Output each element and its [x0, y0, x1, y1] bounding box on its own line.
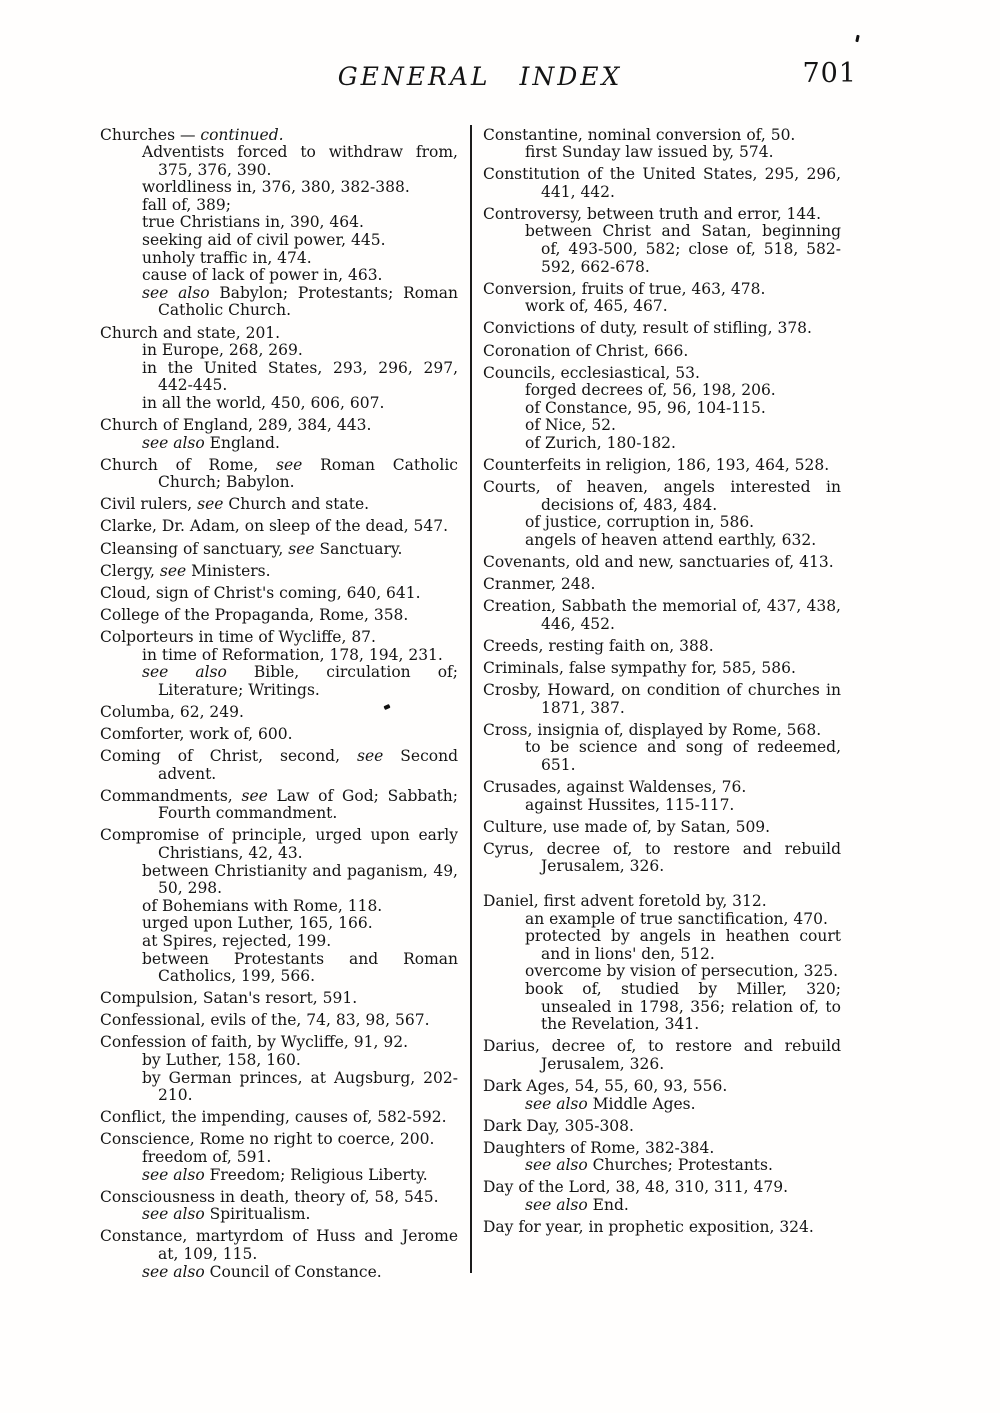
text-run: Councils, ecclesiastical, 53. [483, 363, 700, 382]
index-entry [483, 779, 841, 797]
text-run: Comforter, work of, 600. [100, 724, 293, 743]
text-run: Middle Ages. [587, 1094, 696, 1113]
index-subentry [100, 395, 458, 413]
italic-text: see also [142, 663, 227, 682]
index-entry [483, 1140, 841, 1158]
italic-text: see also [142, 1165, 205, 1184]
text-run: Cyrus, decree of, to restore and rebuild Jerusalem, 326. [483, 839, 841, 876]
text-run: Columba, 62, 249. [100, 702, 244, 721]
text-run: Cross, insignia of, displayed by Rome, 568. [483, 720, 822, 739]
text-run: Spiritualism. [204, 1205, 311, 1224]
index-subentry [100, 267, 458, 285]
index-entry [483, 320, 841, 338]
index-subentry [483, 435, 841, 453]
index-entry [483, 1179, 841, 1197]
page-number: 701 [802, 58, 857, 89]
index-entry [483, 841, 841, 876]
text-run: Consciousness in death, theory of, 58, 545. [100, 1187, 439, 1206]
index-subentry [483, 223, 841, 276]
index-entry [100, 417, 458, 435]
index-entry [483, 819, 841, 837]
text-run: Creeds, resting faith on, 388. [483, 636, 714, 655]
index-entry [483, 206, 841, 224]
text-run: seeking aid of civil power, 445. [142, 231, 386, 250]
text-run: urged upon Luther, 165, 166. [142, 914, 373, 933]
text-run: by German princes, at Augsburg, 202-210. [142, 1068, 458, 1105]
index-entry [483, 660, 841, 678]
index-subentry [100, 360, 458, 395]
text-run: Daughters of Rome, 382-384. [483, 1138, 715, 1157]
text-run: between Protestants and Roman Catholics, 199, 566. [142, 949, 458, 986]
text-run: cause of lack of power in, 463. [142, 266, 383, 285]
index-entry [100, 1034, 458, 1052]
index-subentry [100, 144, 458, 179]
index-entry [100, 704, 458, 722]
index-entry [483, 166, 841, 201]
text-run: work of, 465, 467. [525, 297, 668, 316]
italic-text: see [288, 539, 315, 558]
index-subentry [100, 647, 458, 665]
text-run: at Spires, rejected, 199. [142, 931, 332, 950]
index-entry [100, 457, 458, 492]
index-subentry [100, 250, 458, 268]
text-run: Cloud, sign of Christ's coming, 640, 641. [100, 583, 421, 602]
text-run: unholy traffic in, 474. [142, 248, 312, 267]
index-subentry [483, 382, 841, 400]
text-run: Covenants, old and new, sanctuaries of, 413. [483, 553, 834, 572]
text-run: Adventists forced to withdraw from, 375, 376, 390. [142, 143, 458, 179]
index-columns [100, 122, 841, 1281]
page-header [100, 62, 860, 96]
text-run: Church and state. [223, 495, 370, 514]
text-run: Day of the Lord, 38, 48, 310, 311, 479. [483, 1178, 789, 1197]
index-subentry [483, 739, 841, 774]
text-run: Compromise of principle, urged upon early Christians, 42, 43. [100, 826, 458, 862]
text-run: Clergy, [100, 561, 160, 580]
index-entry [100, 518, 458, 536]
index-entry [100, 607, 458, 625]
index-entry [100, 127, 458, 145]
index-subentry [483, 417, 841, 435]
index-subentry [100, 951, 458, 986]
index-entry [483, 638, 841, 656]
index-entry [483, 281, 841, 299]
text-run: Confessional, evils of the, 74, 83, 98, 567. [100, 1011, 430, 1030]
text-run: Confession of faith, by Wycliffe, 91, 92. [100, 1033, 409, 1052]
italic-text: see also [142, 1205, 205, 1224]
index-subentry [483, 400, 841, 418]
index-subentry [100, 898, 458, 916]
text-run: Creation, Sabbath the memorial of, 437, 438, 446, 452. [483, 597, 841, 633]
text-run: Commandments, [100, 786, 242, 805]
index-entry [483, 1038, 841, 1073]
index-entry [483, 343, 841, 361]
index-entry [483, 1219, 841, 1237]
text-run: Churches; Protestants. [587, 1156, 773, 1175]
text-run: Second advent. [158, 747, 458, 783]
index-subentry [100, 1070, 458, 1105]
text-run: Courts, of heaven, angels interested in decisions of, 483, 484. [483, 478, 841, 514]
index-entry [100, 1228, 458, 1263]
text-run: Counterfeits in religion, 186, 193, 464, 528. [483, 456, 830, 475]
italic-text: see also [142, 283, 210, 302]
text-run: in time of Reformation, 178, 194, 231. [142, 645, 443, 664]
index-column-left [100, 122, 458, 1281]
text-run: true Christians in, 390, 464. [142, 213, 364, 232]
text-run: angels of heaven attend earthly, 632. [525, 530, 817, 549]
index-entry [100, 827, 458, 862]
index-subentry [483, 928, 841, 963]
text-run: Constance, martyrdom of Huss and Jerome at, 109, 115. [100, 1227, 458, 1263]
italic-text: see also [142, 1262, 205, 1281]
index-subentry [100, 1264, 458, 1282]
text-run: worldliness in, 376, 380, 382-388. [142, 178, 410, 197]
text-run: Dark Day, 305-308. [483, 1116, 634, 1135]
index-subentry [100, 1149, 458, 1167]
index-entry [100, 541, 458, 559]
index-subentry [100, 1206, 458, 1224]
text-run: Church and state, 201. [100, 323, 281, 342]
index-subentry [483, 1157, 841, 1175]
index-subentry [483, 797, 841, 815]
text-run: Constitution of the United States, 295, 296, 441, 442. [483, 165, 841, 201]
index-entry [100, 1131, 458, 1149]
index-subentry [100, 1052, 458, 1070]
index-subentry [483, 963, 841, 981]
index-subentry [100, 435, 458, 453]
text-run: Culture, use made of, by Satan, 509. [483, 817, 771, 836]
text-run: Law of God; Sabbath; Fourth commandment. [158, 786, 458, 823]
text-run: Coming of Christ, second, [100, 747, 357, 765]
text-run: Conflict, the impending, causes of, 582-592. [100, 1108, 447, 1127]
index-entry [483, 893, 841, 911]
index-subentry [100, 915, 458, 933]
text-run: book of, studied by Miller, 320; unsealed in 1798, 356; relation of, to the Revelation, 341. [525, 980, 841, 1034]
italic-text: see also [142, 433, 205, 452]
text-run: by Luther, 158, 160. [142, 1051, 301, 1069]
text-run: Crusades, against Waldenses, 76. [483, 778, 747, 797]
text-run: between Christianity and paganism, 49, 50, 298. [142, 861, 458, 898]
italic-text: see [276, 455, 303, 474]
index-subentry [100, 664, 458, 699]
scan-speck [855, 35, 859, 42]
index-entry [483, 365, 841, 383]
index-entry [100, 585, 458, 603]
text-run: Constantine, nominal conversion of, 50. [483, 125, 796, 144]
index-entry [100, 1189, 458, 1207]
index-subentry [100, 342, 458, 360]
text-run: to be science and song of redeemed, 651. [525, 738, 841, 774]
text-run: Controversy, between truth and error, 144. [483, 204, 822, 223]
text-run: of Zurich, 180-182. [525, 434, 676, 452]
index-entry [100, 748, 458, 783]
index-entry [100, 325, 458, 343]
text-run: Day for year, in prophetic exposition, 324. [483, 1218, 814, 1237]
index-subentry [100, 863, 458, 898]
text-run: of Constance, 95, 96, 104-115. [525, 398, 766, 417]
text-run: Cleansing of sanctuary, [100, 539, 289, 558]
text-run: Council of Constance. [204, 1262, 382, 1281]
index-subentry [100, 933, 458, 951]
text-run: Clarke, Dr. Adam, on sleep of the dead, 547. [100, 517, 449, 536]
index-subentry [483, 514, 841, 532]
index-entry [483, 722, 841, 740]
index-column-right [483, 122, 841, 1237]
index-subentry [100, 1167, 458, 1185]
text-run: Conscience, Rome no right to coerce, 200. [100, 1130, 435, 1149]
text-run: in the United States, 293, 296, 297, 442-445. [142, 358, 458, 395]
italic-text: see [357, 747, 384, 765]
text-run: Church of Rome, [100, 455, 277, 474]
italic-text: see [159, 561, 187, 580]
index-entry [483, 1078, 841, 1096]
text-run: Darius, decree of, to restore and rebuild Jerusalem, 326. [483, 1037, 841, 1073]
italic-text: see also [525, 1156, 588, 1175]
index-entry [100, 496, 458, 514]
text-run: Civil rulers, [100, 495, 198, 514]
index-entry [100, 788, 458, 823]
text-run: Conversion, fruits of true, 463, 478. [483, 279, 766, 298]
text-run: End. [587, 1196, 629, 1215]
index-entry [483, 554, 841, 572]
text-run: Freedom; Religious Liberty. [204, 1165, 428, 1184]
text-run: Convictions of duty, result of stifling, 378. [483, 319, 812, 338]
index-entry [483, 682, 841, 717]
text-run: Churches — [100, 125, 201, 144]
index-entry [483, 479, 841, 514]
text-run: Crosby, Howard, on condition of churches in 1871, 387. [483, 681, 841, 717]
text-run: Babylon; Protestants; Roman Catholic Church. [158, 283, 458, 320]
index-entry [483, 576, 841, 594]
text-run: protected by angels in heathen court and in lions' den, 512. [525, 927, 841, 963]
text-run: Coronation of Christ, 666. [483, 341, 689, 360]
index-subentry [483, 911, 841, 929]
text-run: Criminals, false sympathy for, 585, 586. [483, 659, 796, 678]
text-run: in all the world, 450, 606, 607. [142, 393, 385, 412]
text-run: fall of, 389; [142, 195, 231, 214]
text-run: in Europe, 268, 269. [142, 341, 303, 360]
text-run: Sanctuary. [314, 539, 403, 558]
text-run: of Nice, 52. [525, 416, 616, 435]
index-subentry [100, 179, 458, 197]
text-run: against Hussites, 115-117. [525, 795, 735, 814]
italic-text: see also [525, 1094, 588, 1113]
index-entry [100, 629, 458, 647]
index-entry [483, 127, 841, 145]
text-run: of Bohemians with Rome, 118. [142, 896, 383, 915]
index-subentry [100, 214, 458, 232]
text-run: Daniel, first advent foretold by, 312. [483, 892, 767, 911]
text-run: College of the Propaganda, Rome, 358. [100, 605, 409, 624]
index-subentry [483, 1096, 841, 1114]
page-title: GENERAL INDEX [337, 62, 623, 91]
text-run: of justice, corruption in, 586. [525, 513, 755, 532]
index-subentry [100, 232, 458, 250]
index-subentry [100, 197, 458, 215]
text-run: Roman Catholic Church; Babylon. [158, 455, 458, 492]
text-run: Compulsion, Satan's resort, 591. [100, 989, 358, 1008]
italic-text: see [241, 786, 268, 805]
text-run: between Christ and Satan, beginning of, 493-500, 582; close of, 518, 582-592, 662-678. [525, 222, 841, 276]
index-entry [100, 1012, 458, 1030]
italic-text: see also [525, 1196, 588, 1215]
index-entry [483, 598, 841, 633]
index-entry [100, 1109, 458, 1127]
text-run: Dark Ages, 54, 55, 60, 93, 556. [483, 1077, 728, 1095]
text-run: Ministers. [186, 561, 271, 580]
text-run: freedom of, 591. [142, 1147, 272, 1166]
index-entry [100, 726, 458, 744]
text-run: Cranmer, 248. [483, 575, 596, 594]
text-run: forged decrees of, 56, 198, 206. [525, 381, 776, 400]
text-run: Church of England, 289, 384, 443. [100, 416, 372, 434]
text-run: England. [204, 433, 280, 452]
index-subentry [100, 285, 458, 320]
text-run: first Sunday law issued by, 574. [525, 143, 774, 162]
index-subentry [483, 1197, 841, 1215]
index-subentry [483, 298, 841, 316]
text-run: Colporteurs in time of Wycliffe, 87. [100, 627, 376, 646]
text-run: overcome by vision of persecution, 325. [525, 962, 839, 981]
italic-text: continued. [200, 125, 284, 144]
text-run: an example of true sanctification, 470. [525, 909, 828, 928]
index-subentry [483, 532, 841, 550]
index-entry [483, 1118, 841, 1136]
column-divider-rule [470, 125, 472, 1273]
index-entry [100, 990, 458, 1008]
text-run: Bible, circulation of; Literature; Writings. [158, 663, 459, 699]
italic-text: see [197, 495, 224, 514]
index-entry [100, 563, 458, 581]
index-subentry [483, 144, 841, 162]
index-entry [483, 457, 841, 475]
index-subentry [483, 981, 841, 1034]
